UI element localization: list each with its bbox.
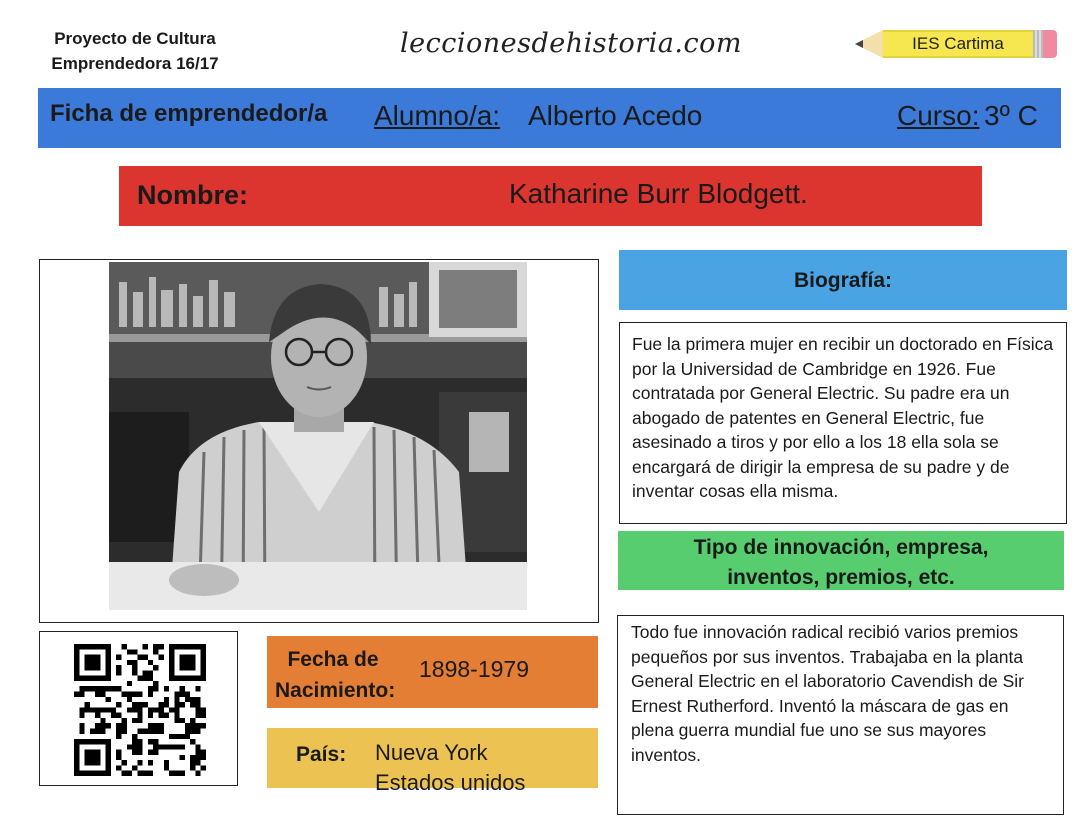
alumno-value: Alberto Acedo bbox=[528, 100, 703, 131]
pencil-lead bbox=[855, 40, 863, 48]
school-name: IES Cartima bbox=[883, 30, 1033, 58]
qr-code-icon[interactable] bbox=[74, 644, 206, 776]
fecha-label-line2: Nacimiento: bbox=[275, 679, 396, 702]
innovacion-heading bbox=[618, 533, 1064, 593]
pais-value-line2: Estados unidos bbox=[375, 770, 526, 795]
pencil-eraser bbox=[1043, 30, 1057, 58]
curso-label: Curso: bbox=[897, 100, 980, 131]
pais-box bbox=[267, 728, 598, 795]
innovacion-box bbox=[617, 615, 1064, 815]
fecha-label-line1: Fecha de bbox=[287, 648, 379, 671]
portrait-photo bbox=[109, 262, 527, 610]
school-pencil-badge bbox=[855, 30, 1060, 58]
project-title-line1: Proyecto de Cultura bbox=[54, 29, 216, 48]
alumno-label: Alumno/a: bbox=[374, 100, 501, 131]
name-bar bbox=[119, 166, 982, 226]
biografia-box bbox=[619, 322, 1067, 524]
biografia-heading-bar bbox=[619, 250, 1067, 310]
student-info-bar bbox=[38, 88, 1061, 148]
innovacion-heading-line1: Tipo de innovación, empresa, bbox=[693, 536, 989, 559]
ficha-title: Ficha de emprendedor/a bbox=[50, 100, 328, 127]
qr-frame bbox=[39, 631, 238, 786]
fecha-box bbox=[267, 636, 598, 708]
nombre-label: Nombre: bbox=[137, 180, 249, 210]
fecha-label bbox=[275, 644, 396, 706]
innovacion-heading-line2: inventos, premios, etc. bbox=[727, 566, 955, 589]
portrait-frame bbox=[39, 259, 599, 623]
pencil-band bbox=[1033, 30, 1043, 58]
innovacion-text: Todo fue innovación radical recibió varios premios pequeños por sus inventos. Trabajaba en la planta General Electric en el laboratorio Cavendish de Sir Ernest Rutherford. Inventó la máscara de gas en plena guerra mundial fue uno se sus mayores inventos. bbox=[631, 622, 1024, 765]
pais-value-line1: Nueva York bbox=[375, 740, 488, 765]
nombre-value: Katharine Burr Blodgett. bbox=[509, 178, 808, 209]
fecha-value: 1898-1979 bbox=[419, 656, 529, 682]
curso-value: 3º C bbox=[984, 100, 1038, 131]
innovacion-heading-bar bbox=[618, 531, 1064, 590]
project-title-line2: Emprendedora 16/17 bbox=[51, 54, 219, 73]
biografia-text: Fue la primera mujer en recibir un doctorado en Física por la Universidad de Cambridge en 1926. Fue contratada por General Electric. Su padre era un abogado de patentes en General Electric, fue asesinado a tiros y por ello a los 18 ella sola se encargará de dirigir la empresa de su padre y de inventar cosas ella misma. bbox=[632, 334, 1054, 501]
project-title bbox=[20, 26, 250, 76]
biografia-heading: Biografía: bbox=[793, 269, 892, 292]
pais-label: País: bbox=[296, 743, 347, 766]
site-name: leccionesdehistoria.com bbox=[400, 28, 742, 59]
